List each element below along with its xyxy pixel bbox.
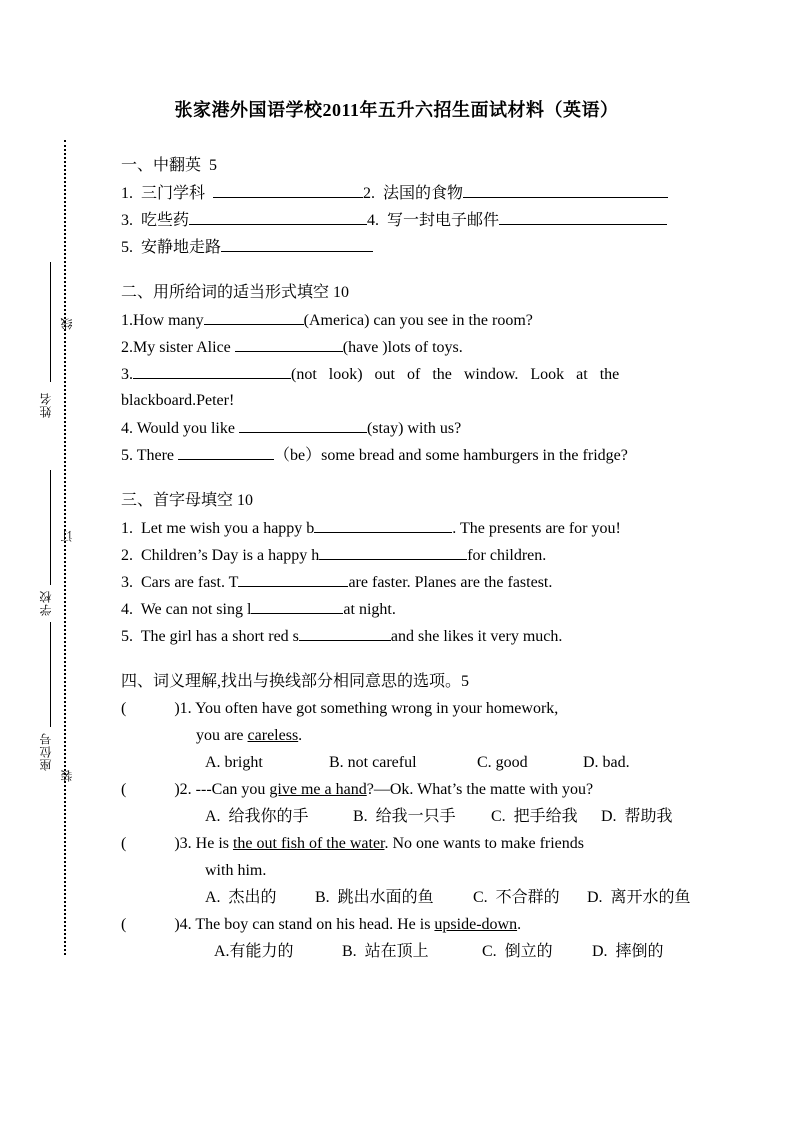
name-field-line [50,262,51,382]
school-field-line [50,470,51,585]
s2-q2: 2.My sister Alice (have )lots of toys. [121,333,718,360]
s1-row3: 5. 安静地走路 [121,233,718,260]
s3-q1: 1. Let me wish you a happy b . The presents are for you! [121,514,718,541]
s3-q5: 5. The girl has a short red s and she likes it very much. [121,622,718,649]
binding-dotted-line [64,140,66,955]
answer-blank[interactable] [235,333,343,352]
answer-blank[interactable] [204,306,304,325]
s4-q2: ( )2. ---Can you give me a hand?—Ok. What’s the matte with you? [121,781,594,798]
s4-q1-options: A. bright B. not careful C. good D. bad. [205,754,630,771]
answer-blank[interactable] [213,179,363,198]
section4-heading: 四、词义理解,找出与换线部分相同意思的选项。5 [121,673,470,690]
answer-blank[interactable] [189,206,367,225]
school-label: 学校 [39,590,53,616]
s3-q3: 3. Cars are fast. T are faster. Planes are the fastest. [121,568,718,595]
answer-blank[interactable] [178,441,274,460]
s4-q4-options: A.有能力的 B. 站在顶上 C. 倒立的 D. 摔倒的 [214,943,664,960]
s4-q3-line2: with him. [205,862,267,879]
s2-q3: 3. (not look) out of the window. Look at the [121,360,718,387]
s1-row1: 1. 三门学科 2. 法国的食物 [121,179,718,206]
answer-blank[interactable] [299,622,391,641]
page-title: 张家港外国语学校2011年五升六招生面试材料（英语） [174,100,619,120]
s3-q4: 4. We can not sing l at night. [121,595,718,622]
section3-heading: 三、首字母填空 10 [121,492,254,509]
s4-q1-line2: you are careless. [196,727,303,744]
answer-blank[interactable] [221,233,373,252]
s2-q4: 4. Would you like (stay) with us? [121,414,718,441]
binding-char-line: 线 [60,318,74,330]
binding-char-staple: 订 [60,530,74,542]
answer-blank[interactable] [499,206,667,225]
answer-blank[interactable] [319,541,467,560]
name-label: 姓名 [39,392,53,418]
answer-blank[interactable] [251,595,343,614]
answer-blank[interactable] [314,514,452,533]
s2-q3-cont: blackboard.Peter! [121,392,235,409]
answer-blank[interactable] [463,179,668,198]
section2-heading: 二、用所给词的适当形式填空 10 [121,284,350,301]
section1-heading: 一、中翻英 5 [121,157,218,174]
s4-q3-options: A. 杰出的 B. 跳出水面的鱼 C. 不合群的 D. 离开水的鱼 [205,889,691,906]
answer-blank[interactable] [133,360,291,379]
seat-label: 座位号 [39,732,53,771]
binding-char-bind: 装 [60,770,74,782]
s4-q3: ( )3. He is the out fish of the water. No one wants to make friends [121,835,585,852]
s4-q1: ( )1. You often have got something wrong in your homework, [121,700,559,717]
s1-row2: 3. 吃些药 4. 写一封电子邮件 [121,206,718,233]
s4-q2-options: A. 给我你的手 B. 给我一只手 C. 把手给我 D. 帮助我 [205,808,673,825]
s4-q4: ( )4. The boy can stand on his head. He is upside-down. [121,916,522,933]
answer-blank[interactable] [238,568,348,587]
answer-blank[interactable] [239,414,367,433]
exam-content [121,152,718,965]
s2-q1: 1.How many (America) can you see in the room? [121,306,718,333]
s3-q2: 2. Children’s Day is a happy h for children. [121,541,718,568]
seat-field-line [50,622,51,727]
s2-q5: 5. There （be）some bread and some hamburgers in the fridge? [121,441,718,468]
